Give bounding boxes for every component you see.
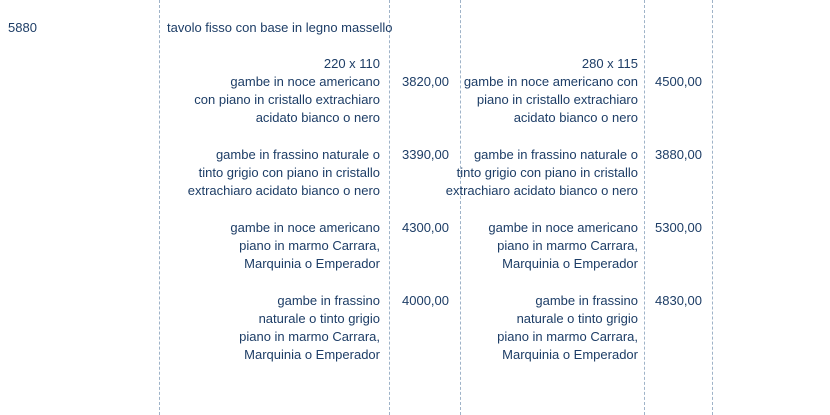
option-description: gambe in frassino naturale o tinto grigio con piano in cristallo extrachiaro acidato bianco o nero (445, 147, 638, 198)
option-price: 4830,00 (655, 293, 702, 308)
option-description: gambe in noce americano piano in marmo Carrara, Marquinia o Emperador (488, 220, 638, 271)
column-divider (460, 0, 461, 415)
column-divider (712, 0, 713, 415)
option-price: 3820,00 (402, 74, 449, 89)
column-divider (644, 0, 645, 415)
option-description: gambe in frassino naturale o tinto grigio piano in marmo Carrara, Marquinia o Emperador (497, 293, 638, 362)
option-price: 3880,00 (655, 147, 702, 162)
option-price: 4300,00 (402, 220, 449, 235)
option-price: 3390,00 (402, 147, 449, 162)
option-description: gambe in noce americano piano in marmo Carrara, Marquinia o Emperador (230, 220, 380, 271)
product-title: tavolo fisso con base in legno massello (167, 20, 393, 35)
option-description: gambe in noce americano con piano in cristallo extrachiaro acidato bianco o nero (194, 74, 380, 125)
option-description: gambe in frassino naturale o tinto grigio piano in marmo Carrara, Marquinia o Emperador (239, 293, 380, 362)
product-code: 5880 (8, 20, 37, 35)
option-price: 4500,00 (655, 74, 702, 89)
column-divider (389, 0, 390, 415)
option-description: gambe in noce americano con piano in cristallo extrachiaro acidato bianco o nero (463, 74, 638, 125)
option-price: 4000,00 (402, 293, 449, 308)
size-label-2: 280 x 115 (581, 56, 638, 71)
option-description: gambe in frassino naturale o tinto grigio con piano in cristallo extrachiaro acidato bianco o nero (187, 147, 380, 198)
column-divider (159, 0, 160, 415)
option-price: 5300,00 (655, 220, 702, 235)
size-label-1: 220 x 110 (323, 56, 380, 71)
